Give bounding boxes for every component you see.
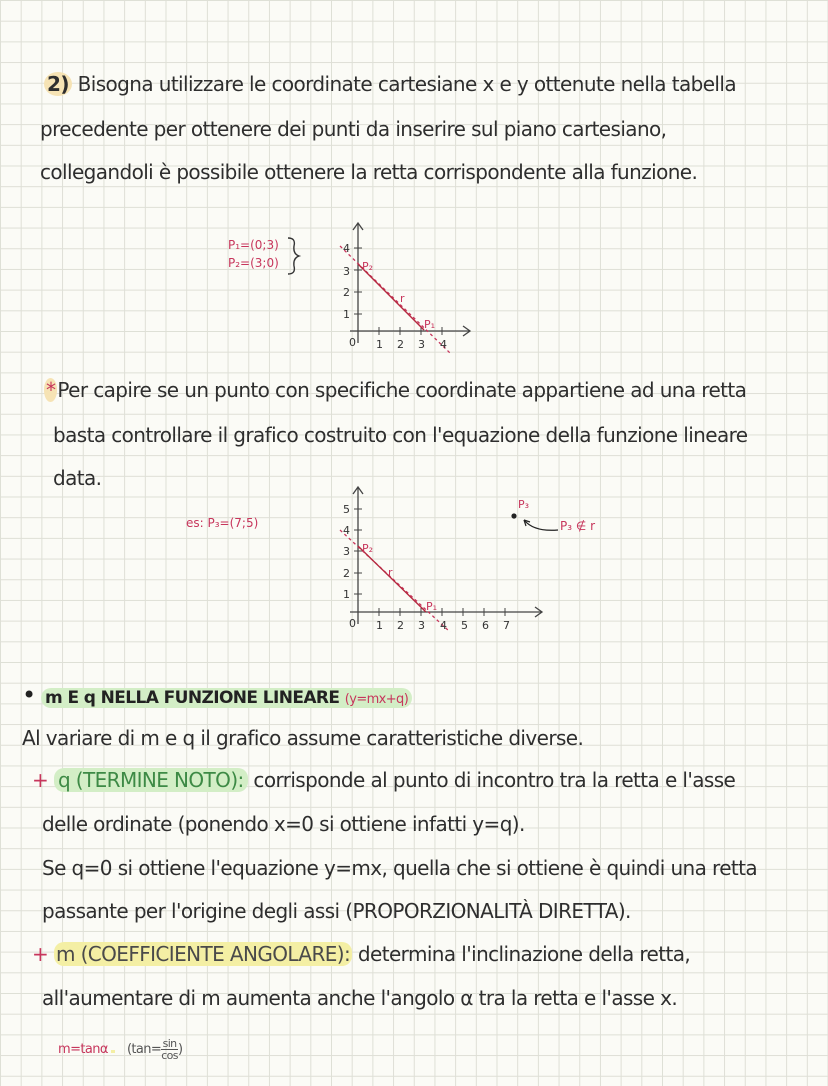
r-label: r	[388, 566, 393, 579]
formula-cos: cos	[161, 1049, 178, 1062]
heading-text: m E q NELLA FUNZIONE LINEARE	[45, 688, 340, 708]
formula-close: )	[177, 1042, 183, 1057]
x-tick-1: 1	[376, 338, 383, 351]
x-tick-5: 5	[461, 619, 468, 632]
y-tick-4: 4	[343, 524, 350, 537]
y-tick-1: 1	[343, 308, 350, 321]
m-line-2: all'aumentare di m aumenta anche l'angolo α tra la retta e l'asse x.	[42, 986, 678, 1010]
q-line-1	[32, 768, 735, 792]
x-tick-4: 4	[440, 338, 447, 351]
heading-bullet: •	[22, 681, 36, 709]
y-tick-2: 2	[343, 567, 350, 580]
line-r	[358, 264, 424, 330]
q-text-4a: passante per l'origine degli assi	[42, 899, 340, 923]
line-extension	[340, 246, 450, 353]
q-text-4b: (PROPORZIONALITÀ DIRETTA).	[345, 899, 631, 923]
p3-annotation	[500, 488, 610, 538]
note-text-1: Per capire se un punto con specifiche coordinate appartiene ad una retta	[57, 378, 747, 402]
p1-label: P₁	[424, 318, 436, 331]
p3-label: P₃	[518, 498, 530, 511]
p1-definition: P₁=(0;3)	[228, 238, 279, 252]
y-tick-5: 5	[343, 503, 350, 516]
y-tick-1: 1	[343, 588, 350, 601]
m-line-1	[32, 942, 690, 966]
brace-icon	[284, 236, 304, 276]
q-text-1: corrisponde al punto di incontro tra la retta e l'asse	[253, 768, 736, 792]
graph-1	[330, 218, 480, 358]
note-star: *	[46, 378, 56, 402]
x-tick-3: 3	[418, 619, 425, 632]
y-tick-3: 3	[343, 545, 350, 558]
note-line-1	[44, 378, 746, 402]
p2-label: P₂	[362, 542, 374, 555]
note-line-2: basta controllare il grafico costruito con l'equazione della funzione lineare	[53, 423, 748, 447]
q-line-2: delle ordinate (ponendo x=0 si ottiene infatti y=q).	[42, 812, 525, 836]
formula-line	[58, 1038, 182, 1061]
section-2-line-3: collegandoli è possibile ottenere la retta corrispondente alla funzione.	[40, 160, 698, 184]
y-tick-3: 3	[343, 265, 350, 278]
q-line-4	[42, 899, 631, 923]
x-tick-1: 1	[376, 619, 383, 632]
formula-fraction	[161, 1038, 178, 1061]
r-label: r	[400, 292, 405, 305]
section-2-line-2: precedente per ottenere dei punti da inserire sul piano cartesiano,	[40, 117, 667, 141]
origin-label: 0	[349, 336, 356, 349]
section-number: 2)	[44, 72, 72, 96]
p3-not-belongs: P₃ ∉ r	[560, 519, 596, 533]
m-plus-icon: +	[32, 942, 49, 966]
heading-formula: (y=mx+q)	[344, 692, 409, 707]
q-line-3: Se q=0 si ottiene l'equazione y=mx, quella che si ottiene è quindi una retta	[42, 856, 758, 880]
x-tick-6: 6	[482, 619, 489, 632]
note-line-3: data.	[53, 466, 102, 490]
line-r	[358, 546, 426, 612]
q-title: q (TERMINE NOTO):	[54, 768, 248, 792]
y-tick-4: 4	[343, 242, 350, 255]
x-tick-7: 7	[503, 619, 510, 632]
y-tick-2: 2	[343, 286, 350, 299]
p2-definition: P₂=(3;0)	[228, 256, 279, 270]
m-title: m (COEFFICIENTE ANGOLARE):	[55, 942, 351, 966]
formula-sin: sin	[162, 1037, 177, 1050]
formula-m: m=tanα	[58, 1042, 108, 1057]
formula-tan-open: (tan=	[126, 1042, 162, 1057]
section-2-line-1	[44, 72, 736, 96]
q-plus-icon: +	[32, 768, 49, 792]
x-tick-4: 4	[440, 619, 447, 632]
intro-line: Al variare di m e q il grafico assume caratteristiche diverse.	[22, 726, 584, 750]
section-heading	[22, 681, 412, 709]
p3-point	[511, 513, 516, 518]
section-2-text-1: Bisogna utilizzare le coordinate cartesiane x e y ottenute nella tabella	[77, 72, 736, 96]
x-tick-3: 3	[418, 338, 425, 351]
x-tick-2: 2	[397, 338, 404, 351]
example-p3: es: P₃=(7;5)	[186, 516, 259, 530]
m-text-1: determina l'inclinazione della retta,	[357, 942, 691, 966]
p1-label: P₁	[426, 600, 438, 613]
x-tick-2: 2	[397, 619, 404, 632]
p2-label: P₂	[362, 260, 374, 273]
origin-label: 0	[349, 617, 356, 630]
